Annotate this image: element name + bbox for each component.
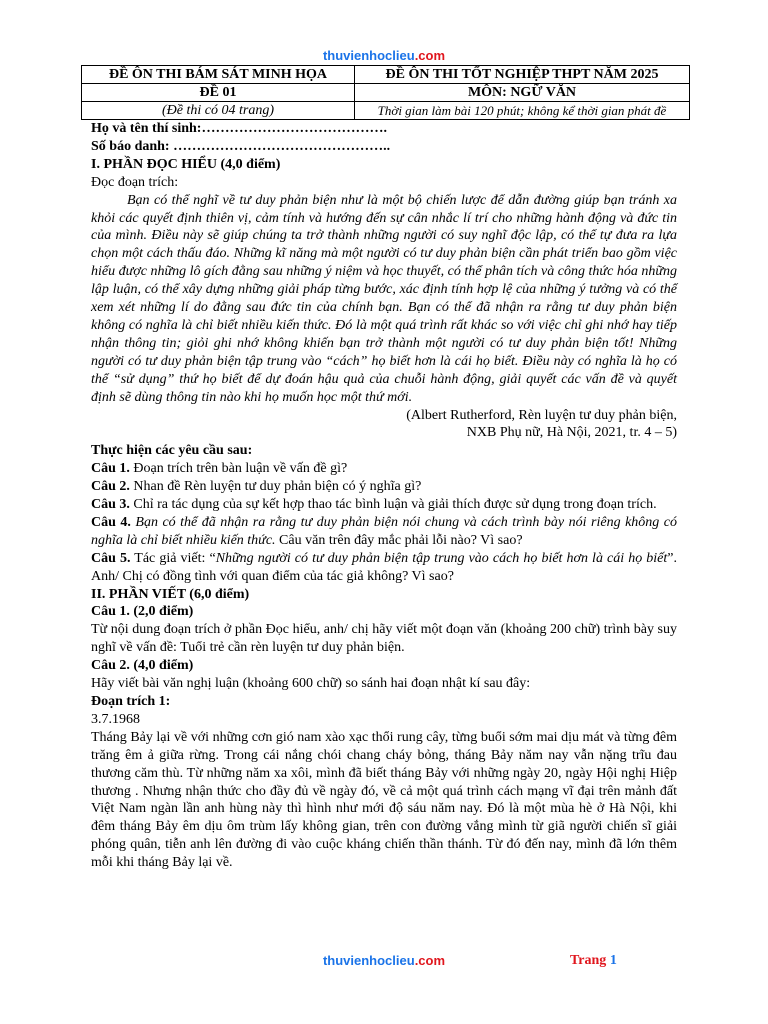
question-text: Nhan đề Rèn luyện tư duy phản biện có ý nghĩa gì? <box>129 479 422 495</box>
tasks-title: Thực hiện các yêu cầu sau: <box>91 443 253 459</box>
excerpt-1-text: Tháng Bảy lại về với những cơn gió nam xào xạc thổi rung cây, từng buổi sớm mai dịu mát và từng đêm trăng êm ả giữa rừng. Trong cái nắng chói chang cháy bỏng, tháng Bảy năm nay vẫn nặng trĩu đau thương căm thù. Từ những năm xa xôi, mình đã biết tháng Bảy với những ngày 20, ngày Hội nghị Hiệp thương . Nhưng nhận thức cho đầy đủ về ngày đó, về cả một quá trình cách mạng vĩ đại trên mảnh đất Việt Nam ngàn lần anh hùng này thì hình như mới độ sáu năm nay. Đó là một mùa hè ở Hà Nội, khi đêm tháng Bảy êm dịu ôm trùm lấy không gian, trên con đường vắng mình từ giã người chiến sĩ giải phóng quân, tiễn anh lên đường đi vào cuộc kháng chiến thần thánh. Từ đó đến nay, mình đã lớn thêm mỗi khi tháng Bảy lại về. <box>91 729 677 871</box>
writing-question-2-label: Câu 2. (4,0 điểm) <box>91 658 194 674</box>
reading-passage: Bạn có thể nghĩ về tư duy phản biện như là một bộ chiến lược để dẫn đường giúp bạn tránh xa khỏi các quyết định thiên vị, cảm tính và hướng đến sự cân nhắc lí trí cho những hành động và đức tin của mình. Điều này sẽ giúp chúng ta trở thành những người có suy nghĩ độc lập, có thể tự đưa ra lựa chọn một cách thấu đáo. Những kĩ năng mà một người có tư duy phản biện cần phát triển bao gồm việc hiểu được những lô gích đằng sau những ý niệm và học thuyết, có thể phân tích và công thức hóa những lập luận, có thể xây dựng những giải pháp từng bước, xác định tính hợp lệ của những ý tưởng và có thể xem xét những lí do đằng sau đức tin của chính bạn. Bạn có thể đã nhận ra rằng tư duy phản biện không có nghĩa là chỉ biết nhiều kiến thức. Đó là một quá trình rất khác so với việc chỉ ghi nhớ hay tiếp nhận thông tin; giỏi ghi nhớ không khiến bạn trở thành một người có tư duy phản biện tốt! Những người có tư duy phản biện tập trung vào “cách” họ biết hơn là cái họ biết. Điều này có nghĩa là họ có thể “sử dụng” thứ họ biết để dự đoán hậu quả của chuỗi hành động, giải quyết các vấn đề và quyết định sẽ dùng thông tin nào khi họ muốn học một thứ mới. <box>91 192 677 405</box>
question-2 <box>91 478 677 496</box>
question-text: Đoạn trích trên bàn luận về vấn đề gì? <box>129 461 348 477</box>
question-text: ”. Anh/ Chị có đồng tình với quan điểm của tác giả không? Vì sao? <box>91 550 677 584</box>
site-watermark-top <box>0 48 768 63</box>
question-label: Câu 2. <box>91 479 130 495</box>
header-left-title: ĐỀ ÔN THI BÁM SÁT MINH HỌA <box>82 66 355 84</box>
part2-title: II. PHẦN VIẾT (6,0 điểm) <box>91 586 250 602</box>
site-domain: .com <box>414 48 446 63</box>
question-5 <box>91 550 677 586</box>
site-domain: .com <box>414 953 446 968</box>
excerpt-1-label: Đoạn trích 1: <box>91 694 171 709</box>
exam-body <box>91 120 677 872</box>
header-page-count: (Đề thi có 04 trang) <box>82 102 355 120</box>
page-number-value: 1 <box>609 953 617 968</box>
exam-header-table <box>81 65 690 120</box>
question-label: Câu 5. <box>91 550 131 566</box>
question-label: Câu 3. <box>91 497 130 513</box>
writing-question-2-text: Hãy viết bài văn nghị luận (khoảng 600 chữ) so sánh hai đoạn nhật kí sau đây: <box>91 676 531 692</box>
question-text: Chỉ ra tác dụng của sự kết hợp thao tác bình luận và giải thích được sử dụng trong đoạn trích. <box>129 497 657 513</box>
header-subject: MÔN: NGỮ VĂN <box>355 84 690 102</box>
source-line-1: (Albert Rutherford, Rèn luyện tư duy phản biện, <box>406 407 677 423</box>
header-right-title: ĐỀ ÔN THI TỐT NGHIỆP THPT NĂM 2025 <box>355 66 690 84</box>
question-quote: Bạn có thể đã nhận ra rằng tư duy phản biện nói chung và cách trình bày nói riêng không có nghĩa là chỉ biết nhiều kiến thức. <box>91 514 677 548</box>
question-label: Câu 1. <box>91 461 130 477</box>
site-name: thuvienhoclieu <box>322 48 415 63</box>
site-watermark-bottom <box>0 953 768 968</box>
question-quote: Những người có tư duy phản biện tập trung vào cách họ biết hơn là cái họ biết <box>215 550 668 566</box>
question-text: Tác giả viết: “ <box>130 550 216 566</box>
header-exam-code: ĐỀ 01 <box>82 84 355 102</box>
page-number <box>570 953 617 969</box>
page-label: Trang <box>570 953 610 968</box>
question-4 <box>91 514 677 550</box>
student-name-line: Họ và tên thí sinh:…………………………………. <box>91 121 387 136</box>
part1-title: I. PHẦN ĐỌC HIỂU (4,0 điểm) <box>91 156 281 172</box>
question-3 <box>91 496 677 514</box>
writing-question-1-text: Từ nội dung đoạn trích ở phần Đọc hiểu, anh/ chị hãy viết một đoạn văn (khoảng 200 chữ) trình bày suy nghĩ về vấn đề: Tuổi trẻ cần rèn luyện tư duy phản biện. <box>91 622 677 656</box>
source-line-2: NXB Phụ nữ, Hà Nội, 2021, tr. 4 – 5) <box>466 425 677 441</box>
excerpt-1-date: 3.7.1968 <box>91 711 140 727</box>
passage-intro: Đọc đoạn trích: <box>91 174 179 190</box>
header-time: Thời gian làm bài 120 phút; không kể thời gian phát đề <box>355 102 690 120</box>
question-1 <box>91 460 677 478</box>
site-name: thuvienhoclieu <box>322 953 415 968</box>
question-text: Câu văn trên đây mắc phải lỗi nào? Vì sao? <box>275 532 523 548</box>
student-id-line: Số báo danh: ……………………………………….. <box>91 138 391 154</box>
writing-question-1-label: Câu 1. (2,0 điểm) <box>91 604 194 620</box>
question-label: Câu 4. <box>91 514 131 530</box>
